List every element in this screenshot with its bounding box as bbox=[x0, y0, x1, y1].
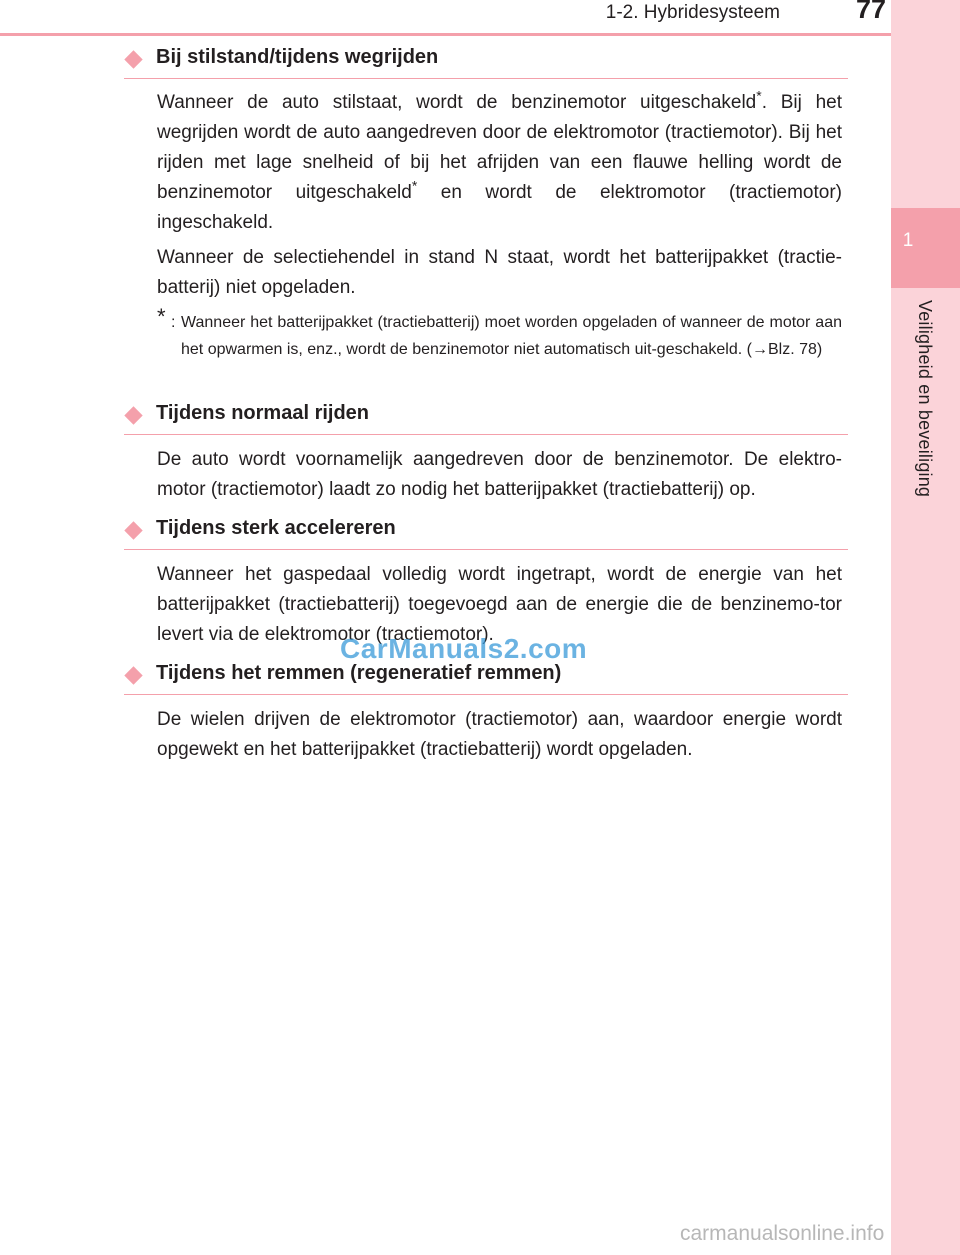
paragraph-text: Wanneer de auto stilstaat, wordt de benzinemotor uitgeschakeld bbox=[157, 92, 757, 113]
paragraph-selectiehendel: Wanneer de selectiehendel in stand N staat, wordt het batterijpakket (tractie-batterij) niet opgeladen. bbox=[157, 247, 842, 298]
header-section-title: 1-2. Hybridesysteem bbox=[605, 2, 780, 23]
side-bar bbox=[891, 0, 960, 1255]
paragraph-normaal-rijden: De auto wordt voornamelijk aangedreven door de benzinemotor. De elektro-motor (tractiemotor) laadt zo nodig het batterijpakket (tractiebatterij) op. bbox=[157, 449, 842, 500]
diamond-bullet-icon bbox=[124, 666, 142, 684]
footnote-colon: : bbox=[171, 314, 176, 331]
paragraph-remmen: De wielen drijven de elektromotor (tractiemotor) aan, waardoor energie wordt opgewekt en het batterijpakket (tractiebatterij) wordt opgeladen. bbox=[157, 709, 842, 760]
footer-watermark: carmanualsonline.info bbox=[680, 1222, 885, 1245]
footnote-text: Wanneer het batterijpakket (tractiebatterij) moet worden opgeladen of wanneer de motor aan het opwarmen is, enz., wordt de benzinemotor niet automatisch uit-geschakeld. (→Blz. 78) bbox=[181, 314, 842, 358]
section-title: Tijdens het remmen (regeneratief remmen) bbox=[156, 662, 562, 684]
chapter-label: Veiligheid en beveiliging bbox=[915, 300, 935, 498]
section-heading-stilstand bbox=[124, 44, 848, 79]
paragraph-text: . Bij het wegrijden wordt de auto aangedreven door de elektromotor (tractiemotor). Bij het rijden met lage snelheid of bij het afrijden van een flauwe helling wordt de benzinemotor uitgeschakeld bbox=[157, 92, 842, 203]
chapter-tab[interactable] bbox=[891, 208, 960, 288]
asterisk-marker: * bbox=[411, 177, 418, 194]
diamond-bullet-icon bbox=[124, 50, 142, 68]
section-heading-remmen bbox=[124, 660, 848, 695]
diamond-bullet-icon bbox=[124, 406, 142, 424]
paragraph-accelereren: Wanneer het gaspedaal volledig wordt ingetrapt, wordt de energie van het batterijpakket (tractiebatterij) toegevoegd aan de energie die de benzinemo-tor levert via de elektromotor (tractiemotor). bbox=[157, 564, 842, 645]
paragraph-text: en wordt de elektromotor (tractiemotor) ingeschakeld. bbox=[157, 182, 842, 233]
paragraph-stilstand bbox=[157, 88, 842, 238]
footnote-asterisk: * bbox=[157, 304, 166, 329]
chapter-tab-number: 1 bbox=[902, 230, 914, 251]
diamond-bullet-icon bbox=[124, 521, 142, 539]
section-title: Bij stilstand/tijdens wegrijden bbox=[156, 46, 439, 68]
watermark-carmanuals2: CarManuals2.com bbox=[340, 633, 588, 664]
section-heading-accelereren bbox=[124, 515, 848, 550]
section-title: Tijdens normaal rijden bbox=[156, 402, 370, 424]
page-number: 77 bbox=[855, 0, 886, 24]
asterisk-marker: * bbox=[756, 87, 762, 104]
header-rule bbox=[0, 33, 891, 36]
section-heading-normaal-rijden bbox=[124, 400, 848, 435]
section-title: Tijdens sterk accelereren bbox=[156, 517, 396, 539]
